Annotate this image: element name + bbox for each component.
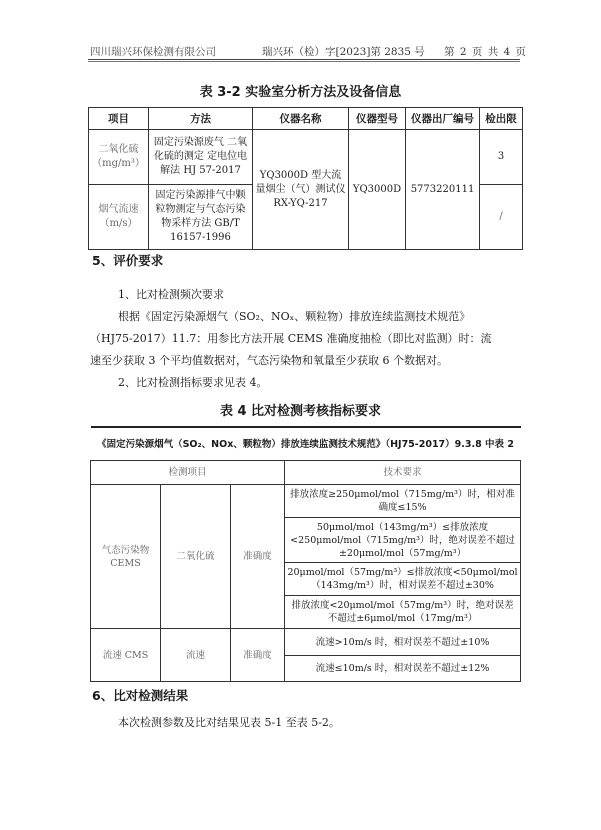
paragraph: 本次检测参数及比对结果见表 5-1 至表 5-2。 [118,716,340,729]
table-header-row [91,461,521,485]
paragraph: 速至少获取 3 个平均值数据对，气态污染物和氧量至少获取 6 个数据对。 [90,354,448,367]
section5-title: 5、评价要求 [92,253,164,268]
company-name: 四川瑞兴环保检测有限公司 [90,46,216,58]
method-cell: 固定污染源排气中颗粒物测定与气态污染物采样方法 GB/T 16157-1996 [149,185,253,250]
table1-caption: 表 3-2 实验室分析方法及设备信息 [199,85,402,100]
col-header: 仪器出厂编号 [406,108,480,130]
requirement-cell: 流速>10m/s 时，相对误差不超过±10% [285,629,521,656]
paragraph: 1、比对检测频次要求 [118,288,224,301]
comparison-requirements-table [90,426,521,682]
serial-cell: 5773220111 [406,130,480,250]
instrument-cell: YQ3000D 型大流量烟尘（气）测试仪 RX-YQ-217 [253,130,349,250]
col-header: 项目 [89,108,149,130]
pollutant-cell: 二氧化硫 [161,485,231,629]
table-title: 《固定污染源烟气（SO₂、NOx、颗粒物）排放连续监测技术规范》（HJ75-2017）9.3.8 中表 2 [91,427,521,461]
col-header-requirement: 技术要求 [285,461,521,485]
paragraph: 根据《固定污染源烟气（SO₂、NOₓ、颗粒物）排放连续监测技术规范》 [118,310,471,323]
requirement-cell: 20μmol/mol（57mg/m³）≤排放浓度<50μmol/mol（143mg/m³）时，相对误差不超过±30% [285,563,521,596]
requirement-cell: 排放浓度<20μmol/mol（57mg/m³）时，绝对误差不超过±6μmol/mol（17mg/m³） [285,596,521,629]
requirement-cell: 流速≤10m/s 时，相对误差不超过±12% [285,656,521,682]
pollutant-cell: 流速 [161,629,231,682]
limit-cell: 3 [480,130,523,185]
col-header: 检出限 [480,108,523,130]
item-cell: 二氧化硫（mg/m³） [89,130,149,185]
header-rule [88,59,520,60]
report-number: 瑞兴环（检）字[2023]第 2835 号 [262,46,425,58]
paragraph: 2、比对检测指标要求见表 4。 [118,376,268,389]
col-header: 仪器型号 [349,108,406,130]
requirement-cell: 排放浓度≥250μmol/mol（715mg/m³）时，相对准确度≤15% [285,485,521,518]
col-header: 方法 [149,108,253,130]
requirement-cell: 50μmol/mol（143mg/m³）≤排放浓度<250μmol/mol（715mg/m³）时，绝对误差不超过±20μmol/mol（57mg/m³） [285,518,521,563]
table-row [89,130,523,185]
page-number: 第 2 页 共 4 页 [444,46,528,58]
table2-caption: 表 4 比对检测考核指标要求 [219,404,382,419]
metric-cell: 准确度 [231,485,285,629]
table-row [91,629,521,656]
header-rule-thin [88,61,520,62]
method-cell: 固定污染源废气 二氧化硫的测定 定电位电解法 HJ 57-2017 [149,130,253,185]
model-cell: YQ3000D [349,130,406,250]
col-header-item: 检测项目 [91,461,285,485]
section6-title: 6、比对检测结果 [92,688,189,703]
group-name-cell: 气态污染物 CEMS [91,485,161,629]
group-name-cell: 流速 CMS [91,629,161,682]
metric-cell: 准确度 [231,629,285,682]
table-row [91,485,521,518]
method-equipment-table [88,107,523,250]
item-cell: 烟气流速（m/s） [89,185,149,250]
limit-cell: / [480,185,523,250]
table-header-row [89,108,523,130]
col-header: 仪器名称 [253,108,349,130]
paragraph: （HJ75-2017）11.7：用参比方法开展 CEMS 准确度抽检（即比对监测）时：流 [90,332,492,345]
table-title-row [91,427,521,461]
